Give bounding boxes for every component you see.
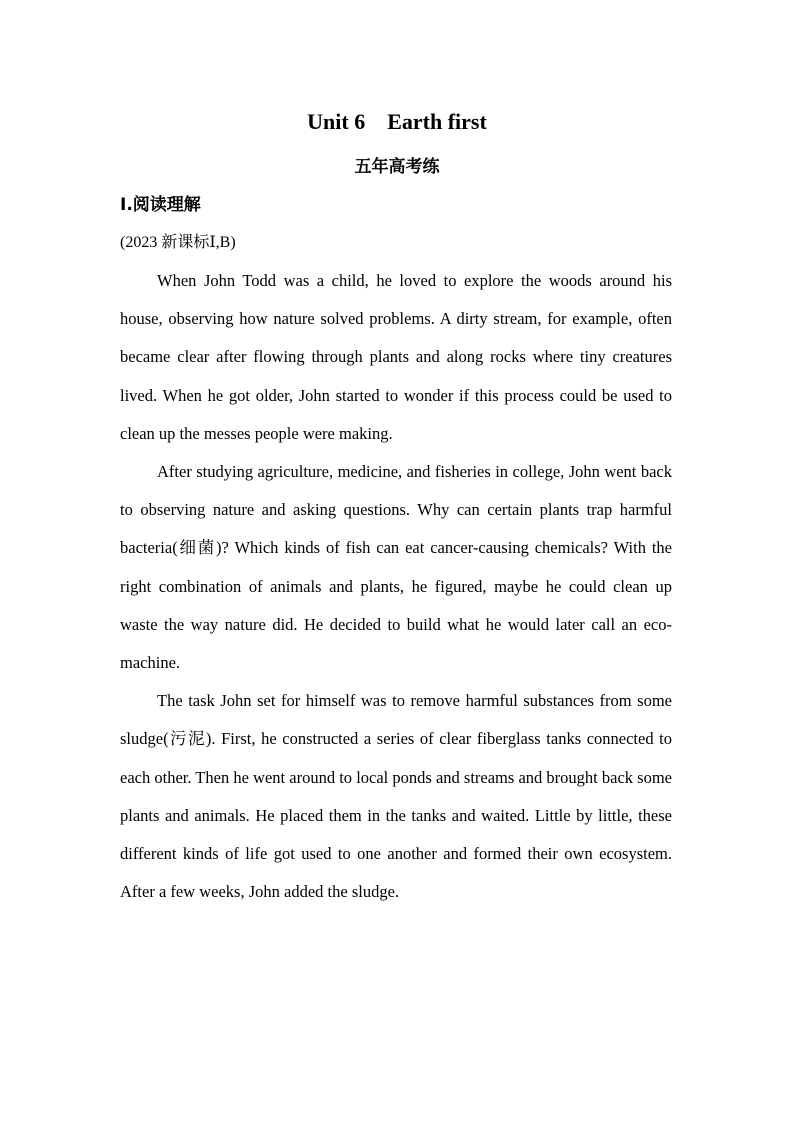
source-citation: (2023 新课标Ⅰ,B) [120,234,236,251]
unit-title: Unit 6 Earth first [307,109,487,134]
paragraph-2: After studying agriculture, medicine, and fisheries in college, John went back to observing nature and asking questions. Why can certain plants trap harmful bacteria(细菌)? Which kinds of fish can eat cancer-causing chemicals? With the right combination of animals and plants, he figured, maybe he could clean up waste the way nature did. He decided to build what he would later call an eco-machine. [120,462,672,673]
section-heading: Ⅰ.阅读理解 [120,195,201,215]
subtitle: 五年高考练 [354,157,440,177]
paragraph-1: When John Todd was a child, he loved to explore the woods around his house, observing how nature solved problems. A dirty stream, for example, often became clear after flowing through plants and along rocks where tiny creatures lived. When he got older, John started to wonder if this process could be used to clean up the messes people were making. [120,271,672,443]
paragraph-3: The task John set for himself was to remove harmful substances from some sludge(污泥). First, he constructed a series of clear fiberglass tanks connected to each other. Then he went around to local ponds and streams and brought back some plants and animals. He placed them in the tanks and waited. Little by little, these different kinds of life got used to one another and formed their own ecosystem. After a few weeks, John added the sludge. [120,691,672,902]
reading-passage [120,262,672,911]
